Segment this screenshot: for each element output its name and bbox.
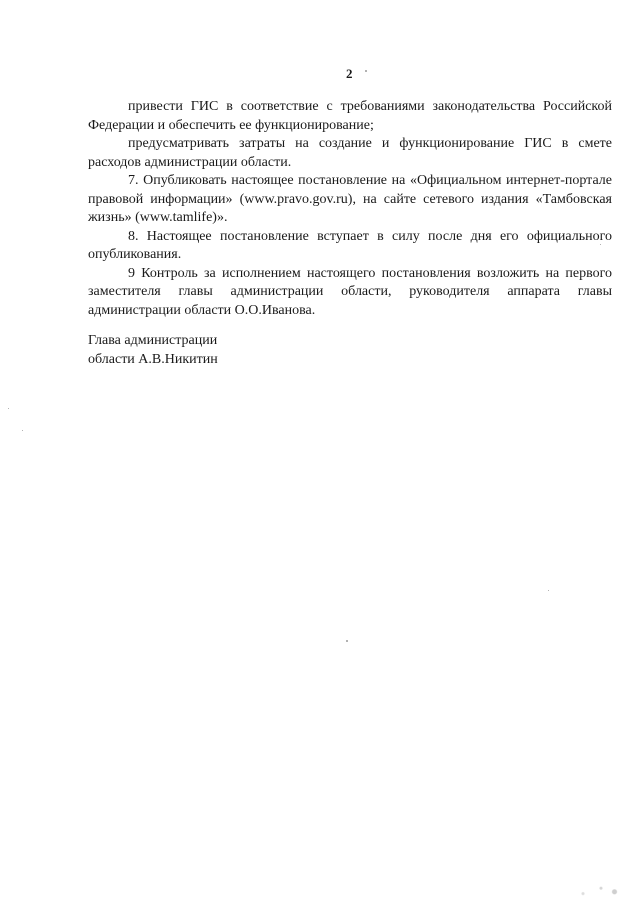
signature-block [88, 332, 218, 369]
paragraph-gis-costs: предусматривать затраты на создание и функционирование ГИС в смете расходов администрации области. [88, 136, 612, 170]
scan-speck [22, 430, 23, 431]
scan-speck [346, 640, 348, 642]
scan-speck [365, 70, 367, 72]
scan-speck [600, 244, 601, 245]
scan-speck [548, 590, 549, 591]
paragraph-entry-into-force: 8. Настоящее постановление вступает в силу после дня его официального опубликования. [88, 228, 612, 262]
paragraph-control: 9 Контроль за исполнением настоящего постановления возложить на первого заместителя главы администрации области, руководителя аппарата главы администрации области О.О.Иванова. [88, 265, 612, 318]
page-number: 2 [346, 66, 353, 81]
paragraph-gis-compliance: привести ГИС в соответствие с требованиями законодательства Российской Федерации и обеспечить ее функционирование; [88, 99, 612, 133]
signature-title: Глава администрации [88, 333, 218, 348]
scan-speck [8, 408, 9, 409]
signature-name: области А.В.Никитин [88, 351, 218, 367]
paragraph-publish: 7. Опубликовать настоящее постановление на «Официальном интернет-портале правовой информации» (www.pravo.gov.ru), на сайте сетевого издания «Тамбовская жизнь» (www.tamlife)». [88, 173, 612, 225]
scan-noise [538, 881, 628, 899]
document-body [88, 98, 612, 320]
